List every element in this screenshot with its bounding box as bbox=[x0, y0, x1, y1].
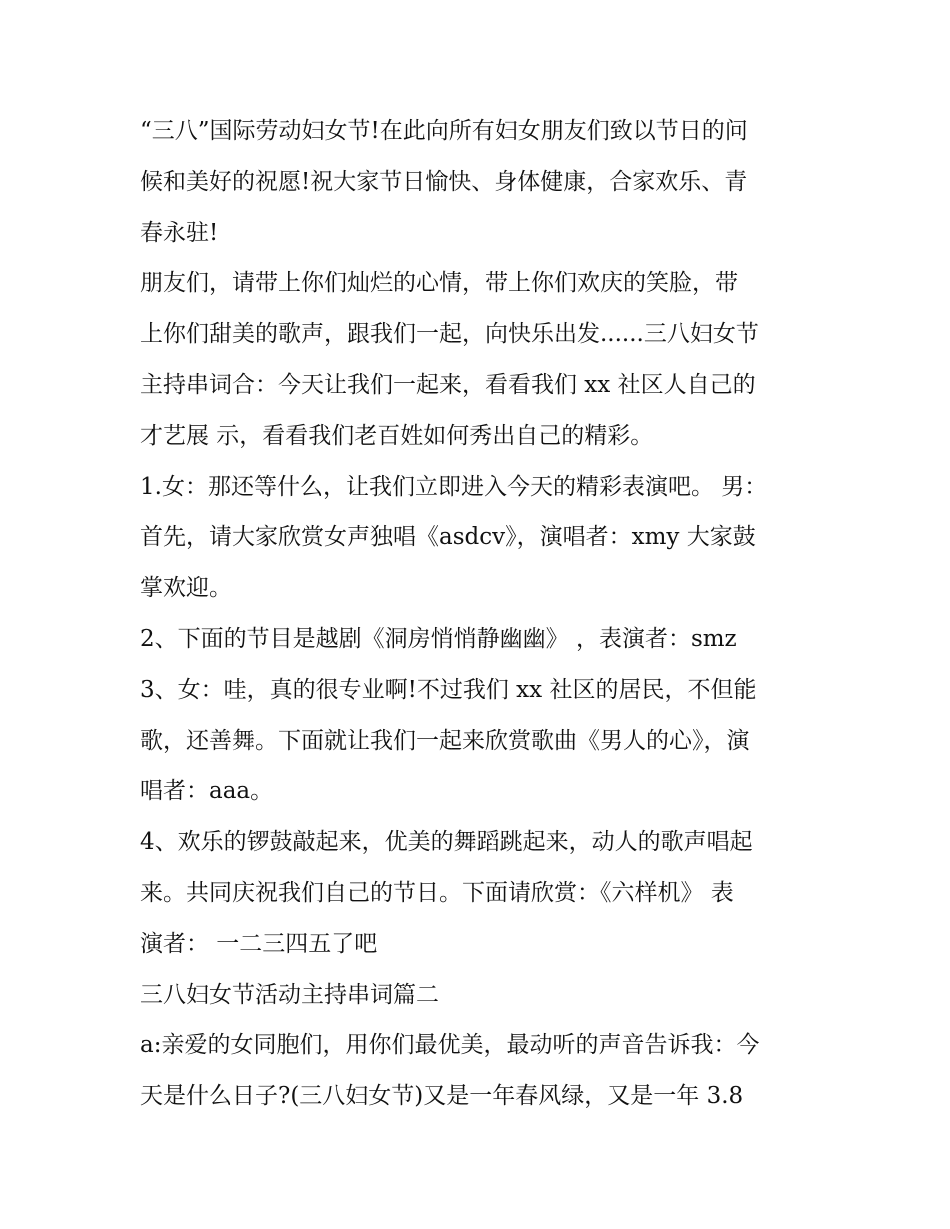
text-line: 天是什么日子?(三八妇女节)又是一年春风绿，又是一年 3.8 bbox=[140, 1083, 744, 1110]
text-line: 候和美好的祝愿!祝大家节日愉快、身体健康，合家欢乐、青 bbox=[140, 168, 748, 195]
text-line: 演者： 一二三四五了吧 bbox=[140, 930, 378, 957]
text-line: 1.女：那还等什么，让我们立即进入今天的精彩表演吧。 男： bbox=[140, 473, 768, 500]
text-line: 3、女：哇，真的很专业啊!不过我们 xx 社区的居民，不但能 bbox=[140, 676, 757, 703]
text-line: 朋友们，请带上你们灿烂的心情，带上你们欢庆的笑脸，带 bbox=[140, 270, 738, 297]
text-line: 上你们甜美的歌声，跟我们一起，向快乐出发......三八妇女节 bbox=[140, 321, 759, 348]
section-heading: 三八妇女节活动主持串词篇二 bbox=[140, 981, 439, 1008]
text-line: 唱者：aaa。 bbox=[140, 778, 274, 805]
text-line: 主持串词合：今天让我们一起来，看看我们 xx 社区人自己的 bbox=[140, 371, 756, 398]
text-line: 2、下面的节目是越剧《洞房悄悄静幽幽》 ，表演者：smz bbox=[140, 625, 737, 652]
text-line: 歌，还善舞。下面就让我们一起来欣赏歌曲《男人的心》，演 bbox=[140, 727, 750, 754]
text-line: 掌欢迎。 bbox=[140, 575, 232, 602]
document-body bbox=[140, 106, 820, 1122]
text-line: 才艺展 示，看看我们老百姓如何秀出自己的精彩。 bbox=[140, 422, 654, 449]
text-line: 4、欢乐的锣鼓敲起来，优美的舞蹈跳起来，动人的歌声唱起 bbox=[140, 829, 753, 856]
text-line: “三八”国际劳动妇女节!在此向所有妇女朋友们致以节日的问 bbox=[140, 118, 748, 144]
text-line: 首先，请大家欣赏女声独唱《asdcv》，演唱者：xmy 大家鼓 bbox=[140, 524, 756, 551]
text-line: 来。共同庆祝我们自己的节日。下面请欣赏：《六样机》 表 bbox=[140, 879, 734, 906]
text-line: 春永驻! bbox=[140, 219, 219, 246]
text-line: a:亲爱的女同胞们，用你们最优美，最动听的声音告诉我：今 bbox=[140, 1032, 760, 1059]
